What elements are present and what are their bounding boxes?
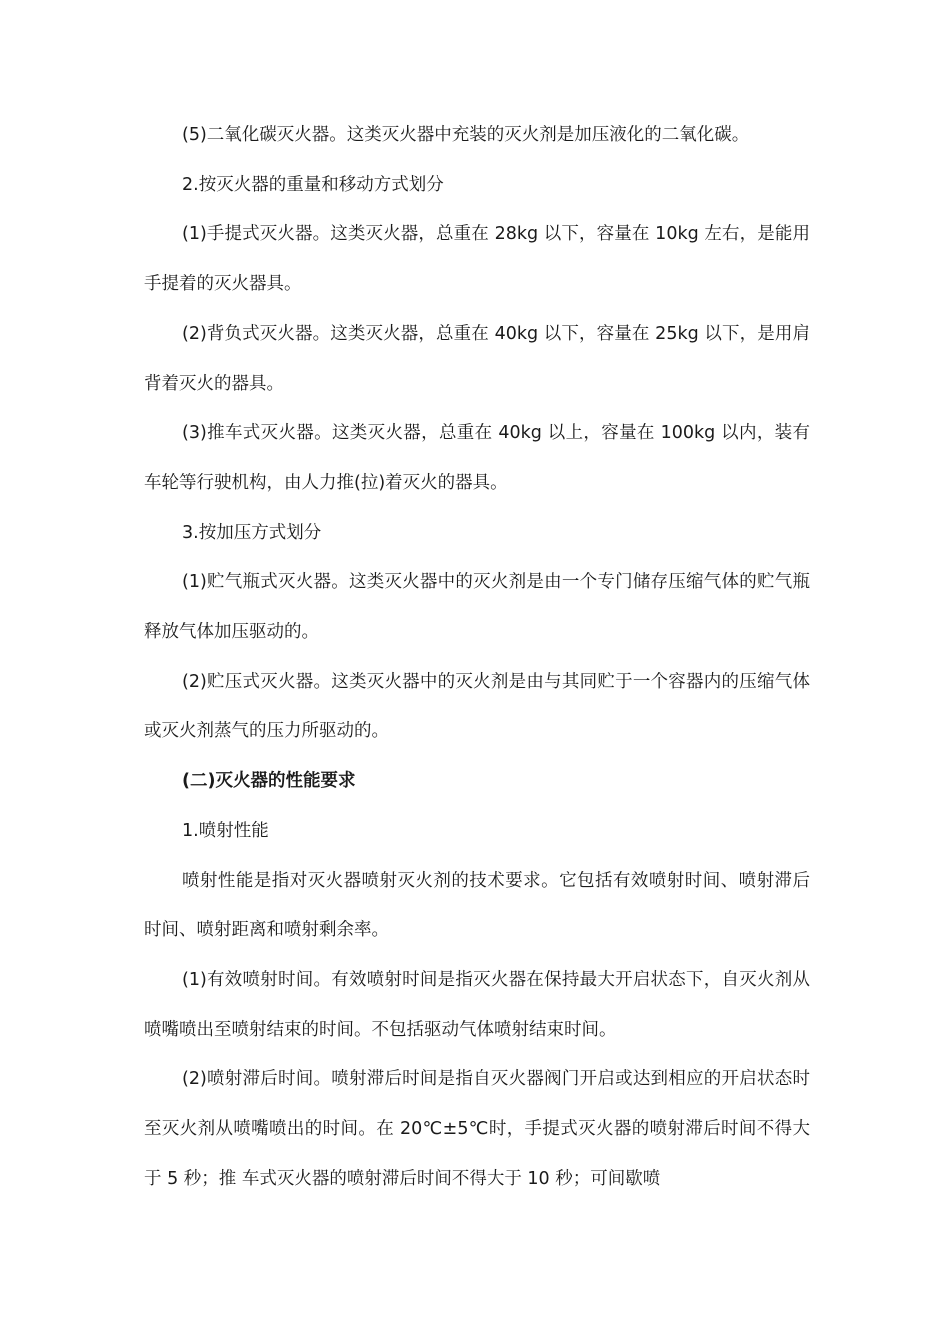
paragraph-wheeled-extinguisher: (3)推车式灭火器。这类灭火器，总重在 40kg 以上，容量在 100kg 以内，装有车轮等行驶机构，由人力推(拉)着灭火的器具。 (144, 423, 810, 493)
paragraph-cartridge-extinguisher: (1)贮气瓶式灭火器。这类灭火器中的灭火剂是由一个专门储存压缩气体的贮气瓶释放气体加压驱动的。 (144, 572, 810, 643)
paragraph-spray-delay-time: (2)喷射滞后时间。喷射滞后时间是指自灭火器阀门开启或达到相应的开启状态时至灭火剂从喷嘴喷出的时间。在 20℃±5℃时，手提式灭火器的喷射滞后时间不得大于 5 秒；推 车式灭火器的喷射滞后时间不得大于 10 秒；可间歇喷 (144, 1069, 810, 1189)
paragraph-stored-pressure-extinguisher: (2)贮压式灭火器。这类灭火器中的灭火剂是由与其同贮于一个容器内的压缩气体或灭火剂蒸气的压力所驱动的。 (144, 671, 810, 742)
paragraph-heading-by-pressure: 3.按加压方式划分 (182, 522, 322, 543)
paragraph-spray-performance-definition: 喷射性能是指对灭火器喷射灭火剂的技术要求。它包括有效喷射时间、喷射滞后时间、喷射距离和喷射剩余率。 (144, 870, 810, 941)
paragraph-backpack-extinguisher: (2)背负式灭火器。这类灭火器，总重在 40kg 以下，容量在 25kg 以下，是用肩背着灭火的器具。 (144, 323, 810, 394)
paragraph-heading-spray-performance: 1.喷射性能 (182, 820, 269, 841)
document-body (144, 111, 810, 1204)
paragraph-heading-by-weight: 2.按灭火器的重量和移动方式划分 (182, 174, 444, 195)
paragraph-handheld-extinguisher: (1)手提式灭火器。这类灭火器，总重在 28kg 以下，容量在 10kg 左右，是能用手提着的灭火器具。 (144, 224, 810, 295)
paragraph-co2-extinguisher: (5)二氧化碳灭火器。这类灭火器中充装的灭火剂是加压液化的二氧化碳。 (182, 125, 750, 145)
paragraph-effective-spray-time: (1)有效喷射时间。有效喷射时间是指灭火器在保持最大开启状态下，自灭火剂从喷嘴喷出至喷射结束的时间。不包括驱动气体喷射结束时间。 (144, 969, 810, 1040)
section-heading-performance: (二)灭火器的性能要求 (182, 771, 356, 792)
